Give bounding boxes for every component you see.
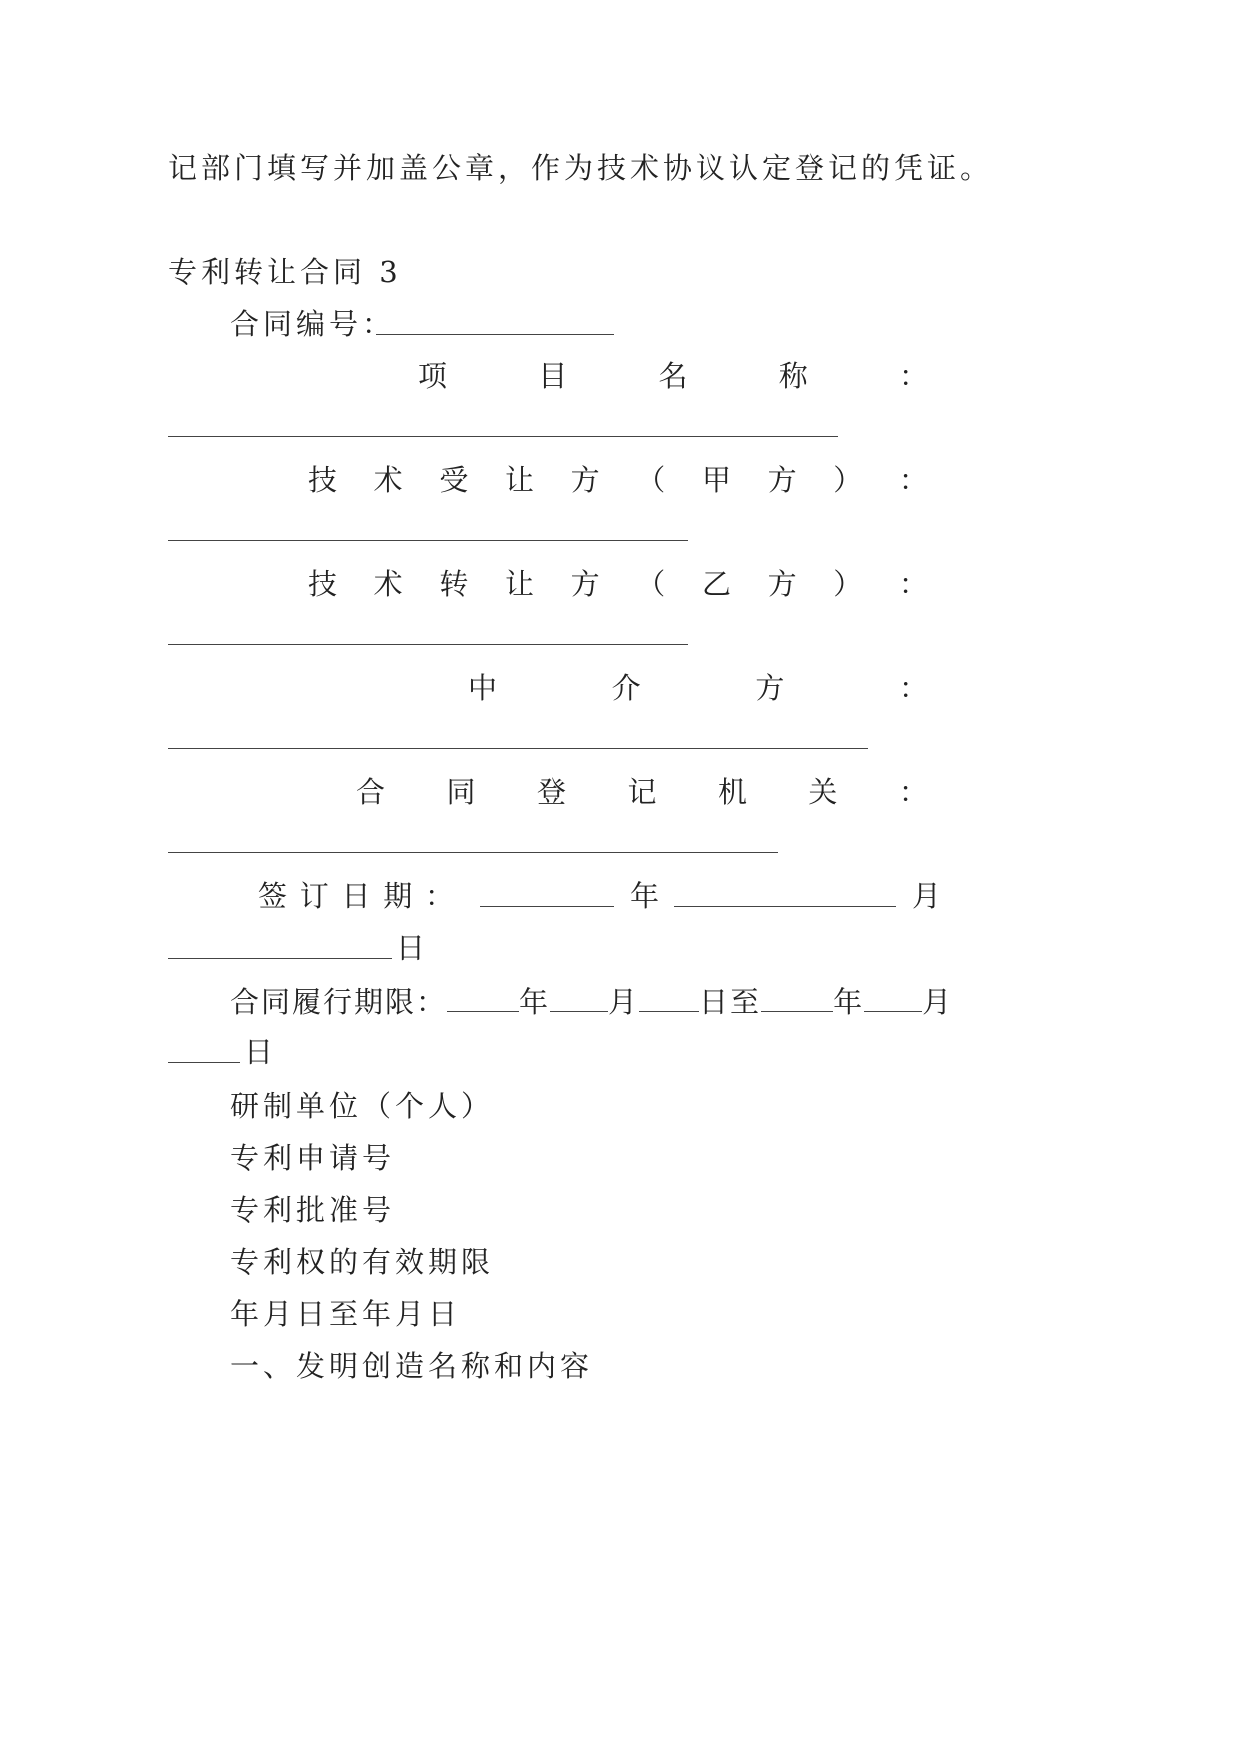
project-name-char: ：	[898, 359, 928, 393]
sign-date-char: 订	[299, 879, 329, 913]
party-a-char: 受	[439, 463, 469, 497]
registry-char: 同	[446, 775, 476, 809]
sign-date-label	[258, 876, 454, 916]
party-b-char: 术	[373, 567, 403, 601]
sign-year-label: 年	[630, 879, 664, 913]
period-month2-label: 月	[922, 985, 954, 1019]
sign-date-char: 日	[341, 879, 371, 913]
party-a-char: 术	[373, 463, 403, 497]
registry-char: ：	[898, 775, 928, 809]
contract-no-blank	[376, 334, 614, 335]
sign-month-blank	[674, 906, 896, 907]
party-a-char: 方	[570, 463, 600, 497]
sign-year-blank	[480, 906, 614, 907]
sign-day-label: 日	[396, 931, 430, 965]
intermediary-char: 中	[468, 671, 498, 705]
registry-blank	[168, 852, 778, 853]
sign-month-label: 月	[912, 879, 946, 913]
application-no-label: 专利申请号	[230, 1141, 396, 1175]
performance-period-line	[230, 982, 953, 1022]
intermediary-label	[468, 668, 928, 708]
project-name-blank	[168, 436, 838, 437]
period-year-blank	[447, 985, 519, 1012]
intro-tail-text: 记部门填写并加盖公章，作为技术协议认定登记的凭证。	[168, 151, 994, 185]
project-name-char: 名	[658, 359, 688, 393]
period-day2-label: 日	[244, 1035, 278, 1069]
registry-label	[356, 772, 928, 812]
party-b-char: 技	[308, 567, 338, 601]
party-b-char: 乙	[701, 567, 731, 601]
intermediary-char: 方	[755, 671, 785, 705]
period-month-label: 月	[608, 985, 640, 1019]
period-year2-blank	[761, 985, 833, 1012]
project-name-char: 项	[418, 359, 448, 393]
intermediary-char: 介	[611, 671, 641, 705]
party-b-char: 方	[767, 567, 797, 601]
intermediary-char: ：	[898, 671, 928, 705]
period-day-blank	[639, 985, 699, 1012]
party-b-char: 让	[504, 567, 534, 601]
period-year2-label: 年	[833, 985, 865, 1019]
party-b-char: ：	[898, 567, 928, 601]
party-a-char: ：	[898, 463, 928, 497]
registry-char: 登	[536, 775, 566, 809]
contract-title: 专利转让合同 3	[168, 255, 402, 289]
performance-period-label: 合同履行期限：	[230, 985, 448, 1019]
sign-day-blank	[168, 958, 392, 959]
sign-date-char: ：	[424, 879, 454, 913]
party-a-char: ）	[833, 463, 863, 497]
period-day-to-label: 日至	[699, 985, 762, 1019]
registry-char: 关	[808, 775, 838, 809]
party-a-char: （	[636, 463, 666, 497]
period-day2-blank	[168, 1062, 240, 1063]
sign-date-char: 期	[383, 879, 413, 913]
validity-label: 专利权的有效期限	[230, 1245, 495, 1279]
project-name-char: 称	[778, 359, 808, 393]
party-b-char: （	[636, 567, 666, 601]
party-a-char: 甲	[701, 463, 731, 497]
project-name-char: 目	[538, 359, 568, 393]
registry-char: 机	[717, 775, 747, 809]
validity-range: 年月日至年月日	[230, 1297, 462, 1331]
sign-date-char: 签	[258, 879, 288, 913]
period-month2-blank	[864, 985, 922, 1012]
intermediary-blank	[168, 748, 868, 749]
party-a-blank	[168, 540, 688, 541]
period-month-blank	[550, 985, 608, 1012]
party-b-blank	[168, 644, 688, 645]
party-a-char: 技	[308, 463, 338, 497]
party-b-char: 转	[439, 567, 469, 601]
registry-char: 合	[356, 775, 386, 809]
section-one-heading: 一、发明创造名称和内容	[230, 1349, 594, 1383]
party-b-char: 方	[570, 567, 600, 601]
project-name-label	[418, 356, 928, 396]
approval-no-label: 专利批准号	[230, 1193, 396, 1227]
contract-no-label: 合同编号：	[230, 307, 396, 341]
party-a-char: 方	[767, 463, 797, 497]
party-a-char: 让	[504, 463, 534, 497]
registry-char: 记	[627, 775, 657, 809]
party-a-label	[308, 460, 928, 500]
party-b-label	[308, 564, 928, 604]
party-b-char: ）	[833, 567, 863, 601]
period-year-label: 年	[519, 985, 551, 1019]
developer-label: 研制单位（个人）	[230, 1089, 495, 1123]
